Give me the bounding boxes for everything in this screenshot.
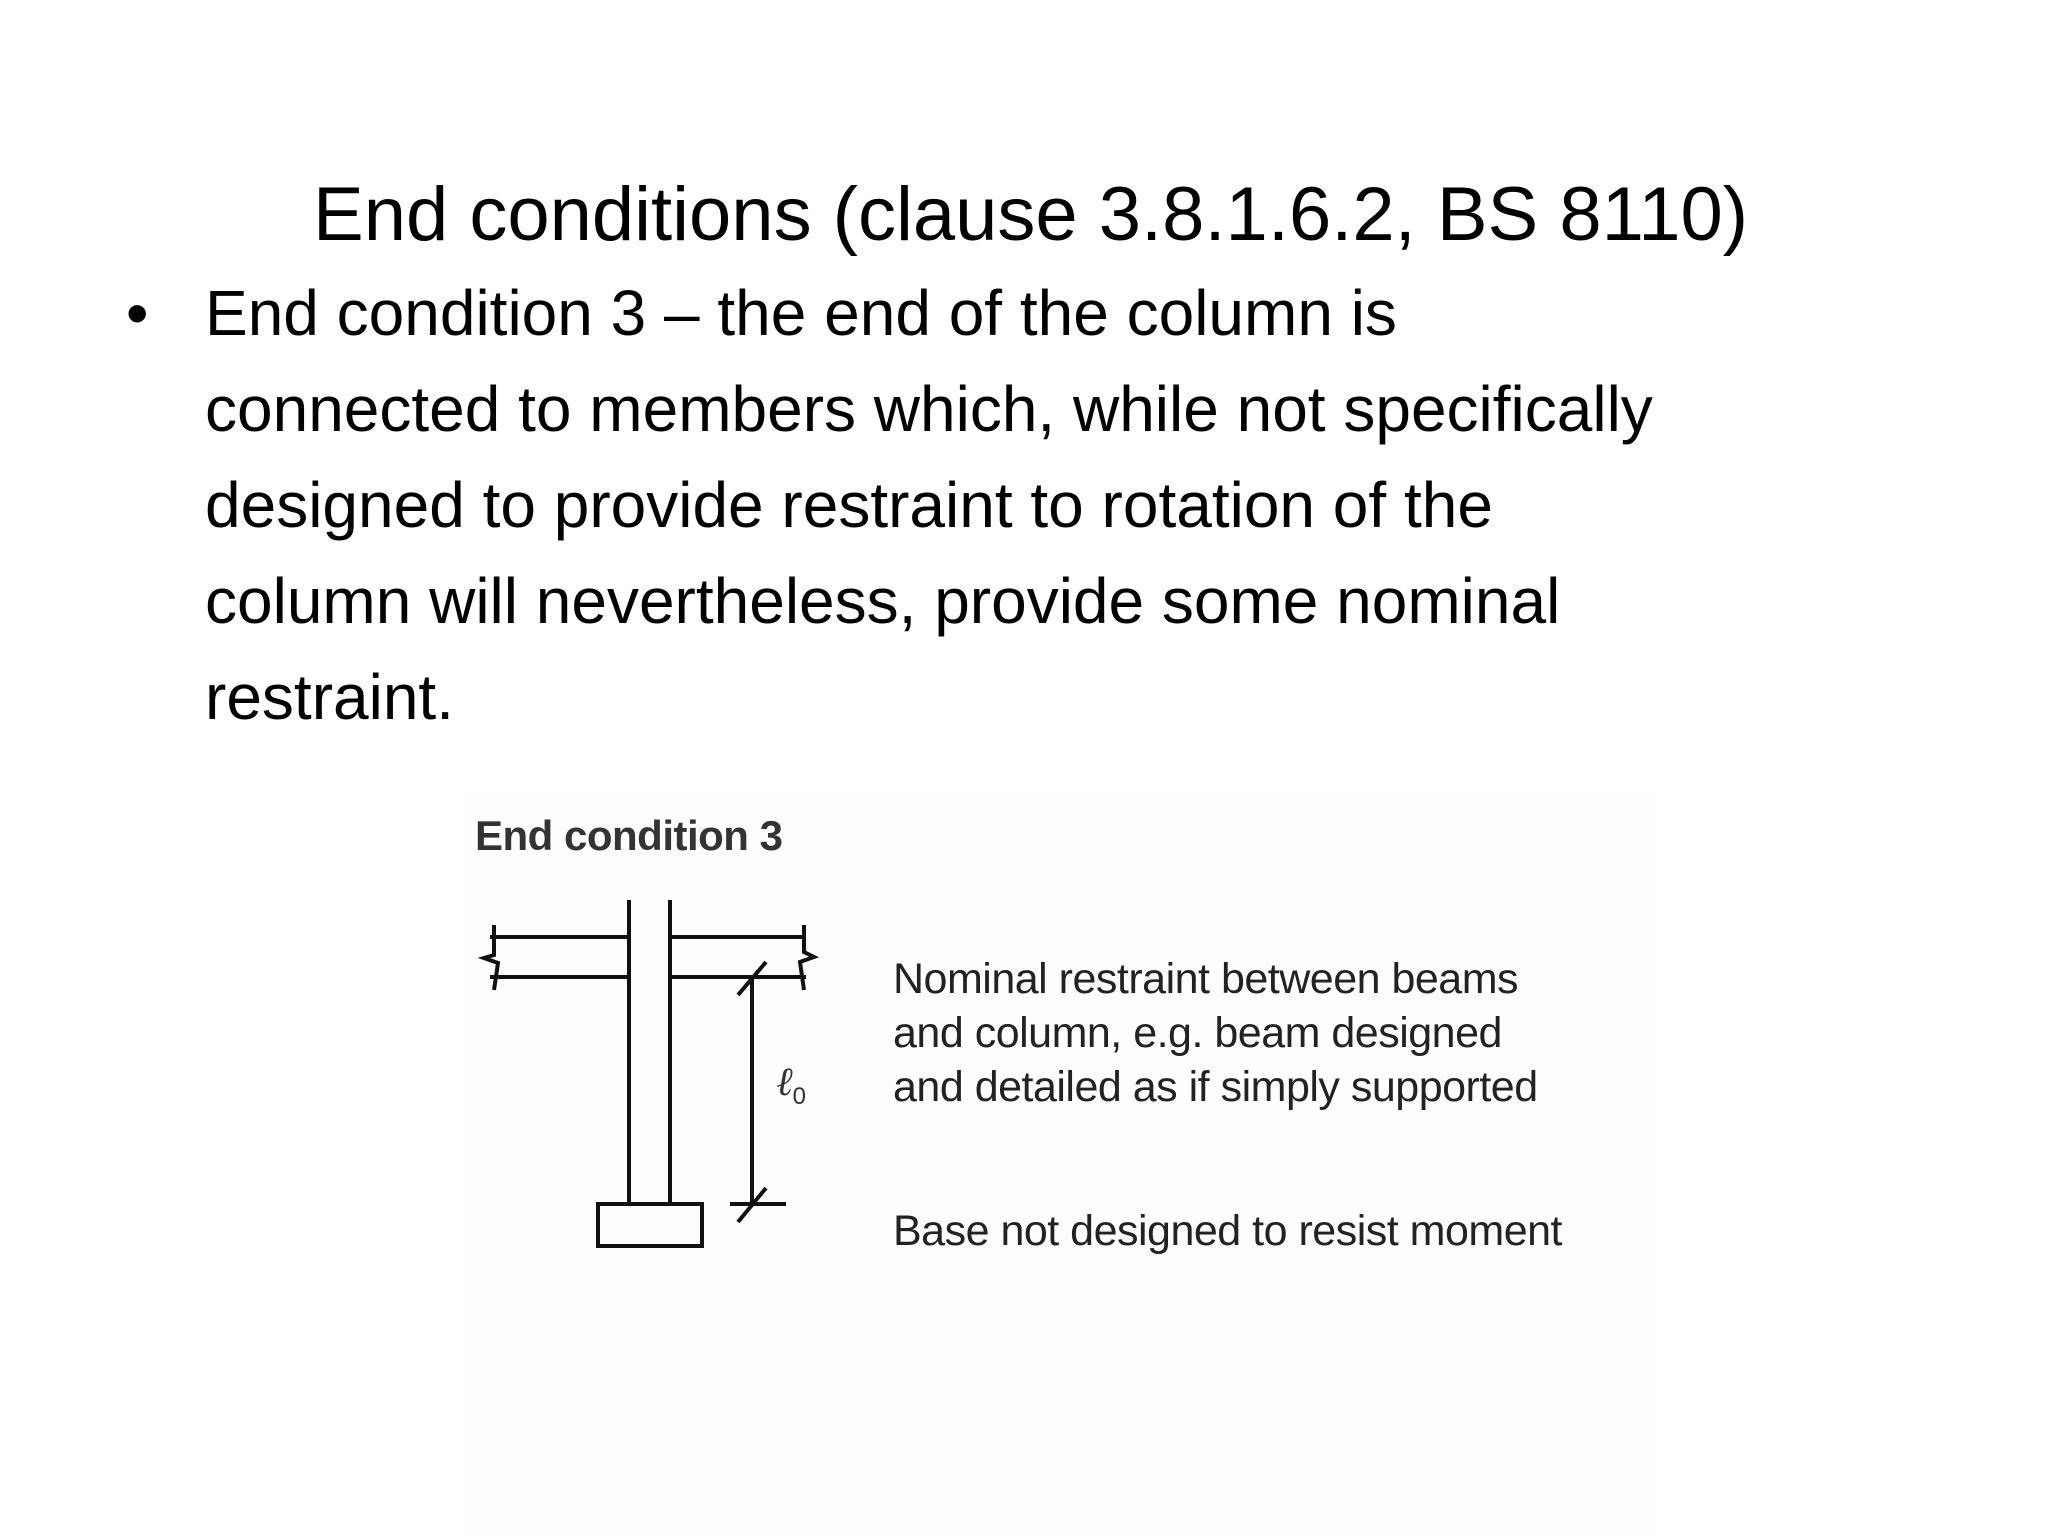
bullet-line: End condition 3 – the end of the column is: [205, 277, 1397, 349]
right-beam-break: [800, 925, 814, 990]
note-line: Nominal restraint between beams: [893, 955, 1519, 1003]
bullet-line: designed to provide restraint to rotation of the: [205, 469, 1493, 541]
effective-length-label: [776, 1058, 806, 1111]
bullet-icon: •: [126, 277, 149, 349]
left-beam-break: [484, 925, 498, 990]
slide-title: End conditions (clause 3.8.1.6.2, BS 8110): [313, 172, 1749, 257]
length-subscript: 0: [792, 1083, 807, 1110]
bullet-line: column will nevertheless, provide some nominal: [205, 565, 1561, 637]
bullet-line: connected to members which, while not specifically: [205, 373, 1653, 445]
column-base: [598, 1204, 702, 1246]
top-restraint-note: [893, 952, 1538, 1114]
base-note: Base not designed to resist moment: [893, 1207, 1562, 1255]
figure-title: End condition 3: [475, 812, 783, 859]
length-symbol: ℓ: [776, 1059, 793, 1105]
bullet-line: restraint.: [205, 661, 454, 733]
note-line: and detailed as if simply supported: [893, 1063, 1538, 1111]
note-line: and column, e.g. beam designed: [893, 1009, 1502, 1057]
